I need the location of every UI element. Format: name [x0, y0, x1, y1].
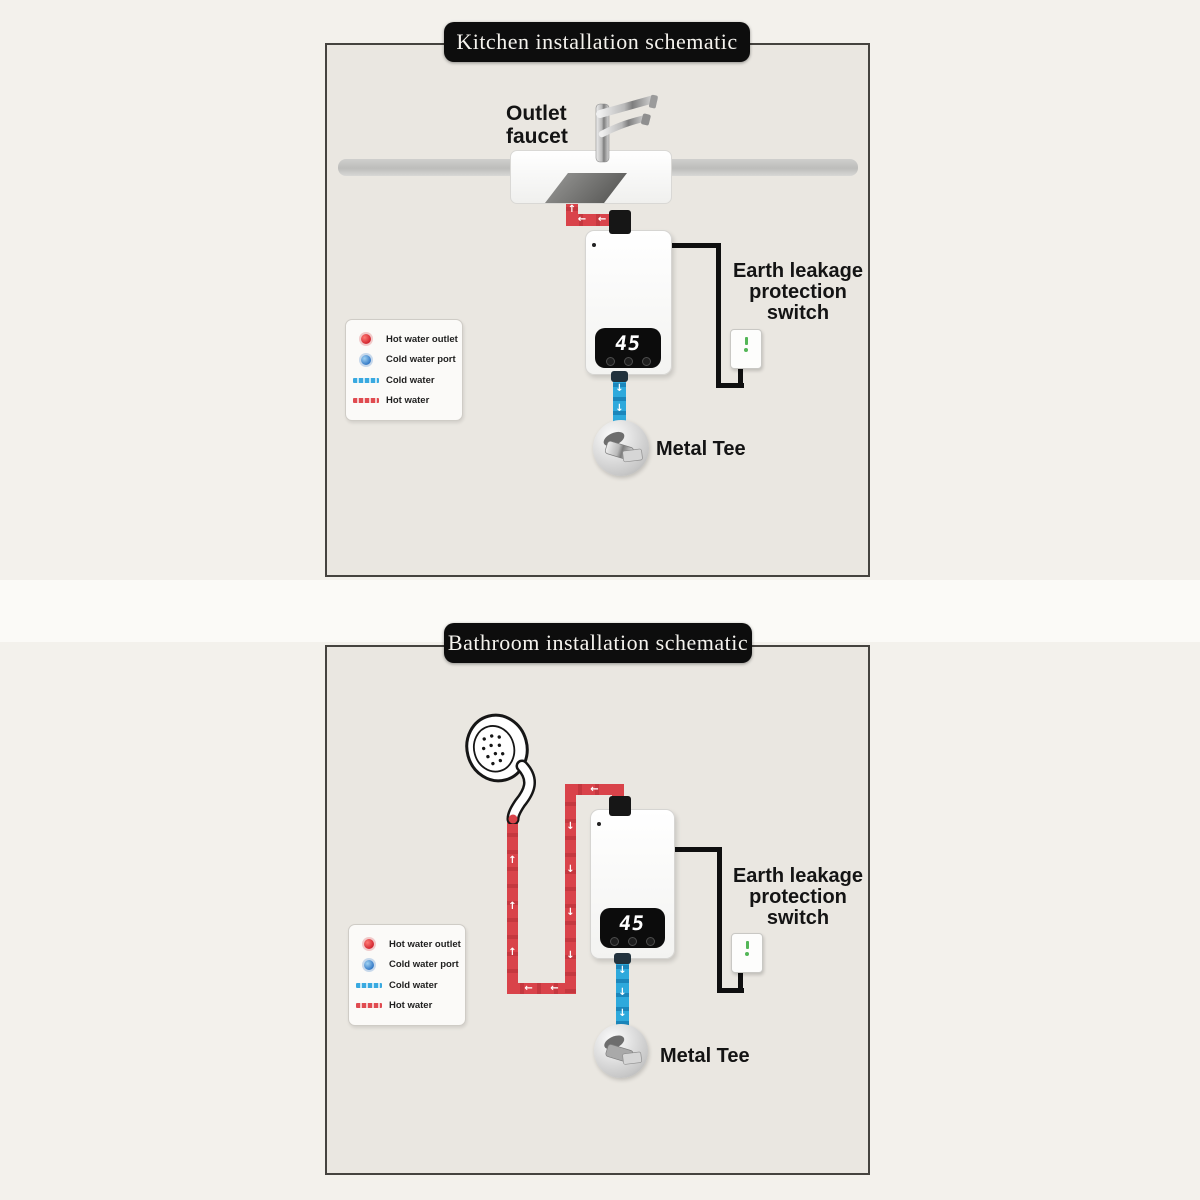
heater-button-icon: [610, 937, 619, 946]
leakage-switch-icon: [731, 933, 763, 973]
bathroom-hot-inlet-connector: [609, 796, 631, 816]
heater-indicator-dot: [592, 243, 596, 247]
bathroom-title: Bathroom installation schematic: [447, 630, 749, 655]
flow-arrow-down-icon: [615, 404, 623, 414]
switch-led-icon: [745, 337, 748, 345]
metal-tee-icon: [593, 420, 649, 476]
heater-button-icon: [642, 357, 651, 366]
bathroom-title-bar: [444, 623, 752, 663]
switch-led-dot-icon: [745, 952, 749, 956]
flow-arrow-up-icon: [508, 902, 516, 912]
legend-item: Hot water: [353, 391, 455, 412]
hot-water-outlet-dot-icon: [364, 939, 374, 949]
bathroom-heater-display: [600, 908, 665, 948]
flow-arrow-down-icon: [618, 966, 626, 976]
flow-arrow-down-icon: [566, 865, 574, 875]
temperature-readout: 45: [613, 330, 643, 355]
hot-water-outlet-dot-icon: [361, 334, 371, 344]
power-wire: [716, 243, 721, 388]
heater-button-row: [606, 357, 651, 366]
metal-tee-label: Metal Tee: [656, 438, 746, 460]
legend-box: [345, 319, 463, 421]
earth-leakage-switch-label: Earth leakage protection switch: [732, 260, 864, 324]
kitchen-title: Kitchen installation schematic: [456, 29, 738, 54]
metal-tee-icon: [594, 1024, 648, 1078]
cold-water-line-icon: [353, 378, 379, 383]
switch-led-icon: [746, 941, 749, 949]
legend-box: [348, 924, 466, 1026]
shower-head-icon: [455, 708, 567, 824]
hot-water-line-icon: [356, 1003, 382, 1008]
power-wire: [668, 847, 722, 852]
legend-item: Cold water: [353, 370, 455, 391]
legend-item: Hot water outlet: [353, 329, 455, 350]
power-wire: [738, 367, 743, 387]
flow-arrow-left-icon: [524, 984, 532, 994]
metal-tee-label: Metal Tee: [660, 1045, 750, 1067]
power-wire: [665, 243, 721, 248]
leakage-switch-icon: [730, 329, 762, 369]
outlet-faucet-label: Outlet faucet: [506, 102, 568, 148]
power-wire: [717, 847, 722, 993]
flow-arrow-left-icon: [578, 215, 586, 225]
bathroom-cold-pipe: [616, 955, 629, 1030]
faucet-icon: [568, 92, 676, 166]
flow-arrow-down-icon: [615, 384, 623, 394]
flow-arrow-up-icon: [508, 948, 516, 958]
heater-indicator-dot: [597, 822, 601, 826]
flow-arrow-left-icon: [598, 215, 606, 225]
heater-button-icon: [628, 937, 637, 946]
legend-item: Hot water outlet: [356, 934, 458, 955]
kitchen-title-bar: [444, 22, 750, 62]
legend-item: Cold water port: [356, 955, 458, 976]
cold-water-port-dot-icon: [361, 355, 371, 365]
kitchen-hot-inlet-connector: [609, 210, 631, 234]
bathroom-hot-pipe-left-vertical: [507, 820, 518, 994]
flow-arrow-down-icon: [566, 908, 574, 918]
heater-button-icon: [646, 937, 655, 946]
power-wire: [738, 970, 743, 992]
flow-arrow-left-icon: [550, 984, 558, 994]
flow-arrow-down-icon: [566, 951, 574, 961]
legend-item: Cold water port: [353, 350, 455, 371]
heater-button-row: [610, 937, 655, 946]
cold-water-port-dot-icon: [364, 960, 374, 970]
legend-item: Hot water: [356, 996, 458, 1017]
sink-basin-shadow: [545, 173, 627, 203]
flow-arrow-down-icon: [618, 1009, 626, 1019]
legend-item: Cold water: [356, 975, 458, 996]
heater-button-icon: [606, 357, 615, 366]
bathroom-cold-outlet-connector: [614, 953, 631, 964]
switch-led-dot-icon: [744, 348, 748, 352]
cold-water-line-icon: [356, 983, 382, 988]
hot-water-line-icon: [353, 398, 379, 403]
flow-arrow-up-icon: [508, 856, 516, 866]
earth-leakage-switch-label: Earth leakage protection switch: [732, 865, 864, 929]
flow-arrow-down-icon: [618, 988, 626, 998]
heater-button-icon: [624, 357, 633, 366]
kitchen-heater-display: [595, 328, 661, 368]
flow-arrow-down-icon: [566, 822, 574, 832]
flow-arrow-left-icon: [590, 785, 598, 795]
temperature-readout: 45: [617, 910, 648, 935]
kitchen-cold-outlet-connector: [611, 371, 628, 382]
